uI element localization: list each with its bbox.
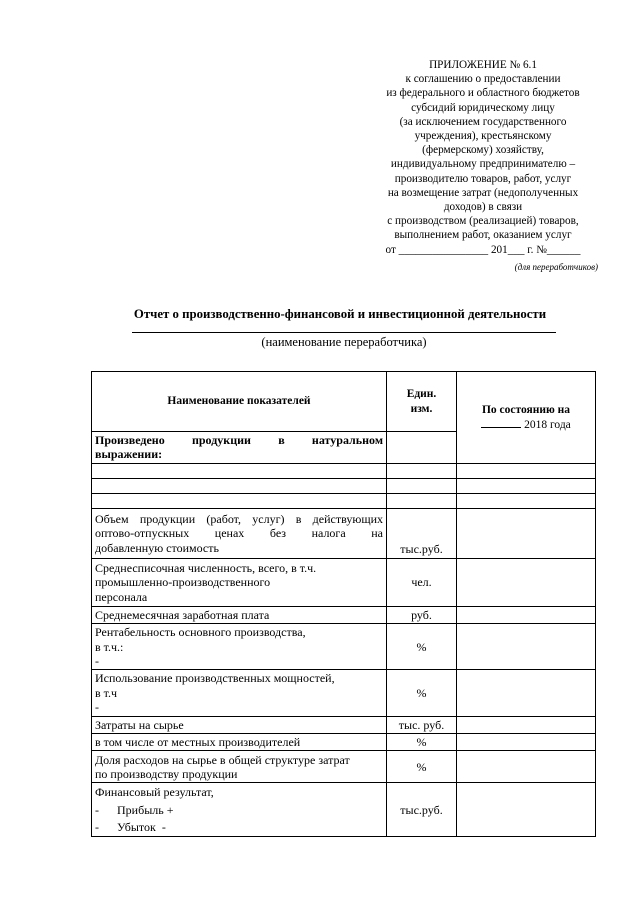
headcount-line1: Среднесписочная численность, всего, в т.ч. [95,560,317,575]
appendix-line: производителю товаров, работ, услуг [394,172,572,185]
financial-value [457,783,596,837]
financial-label [92,783,387,837]
salary-unit: руб. [387,606,457,623]
share-line1: Доля расходов на сырье в общей структуре затрат [95,752,350,767]
produced-line2: выражении: [95,447,163,462]
capacity-unit: % [387,670,457,716]
appendix-line: из федерального и областного бюджетов [386,87,580,100]
unit-header [387,372,457,432]
profitability-line2: в т.ч.: [95,639,124,654]
year-blank [481,417,521,428]
financial-line2: - Прибыль + [95,802,174,817]
for-processors-note: (для переработчиков) [514,262,598,272]
capacity-line1: Использование производственных мощностей, [95,671,335,686]
raw-costs-unit: тыс. руб. [387,716,457,733]
report-table [91,371,596,837]
profitability-unit: % [387,624,457,670]
appendix-line: учреждения), крестьянскому [414,130,552,143]
capacity-line2: в т.ч [95,685,118,700]
table-row [92,463,596,478]
unit-header-line2: изм. [410,402,433,415]
table-row-headcount [92,558,596,606]
capacity-value [457,670,596,716]
headcount-line2: промышленно-производственного [95,575,271,590]
state-header-line1: По состоянию на [481,403,571,416]
appendix-line: к соглашению о предоставлении [405,73,561,86]
local-value [457,734,596,751]
indicator-header: Наименование показателей [92,372,387,432]
profitability-label [92,624,387,670]
produced-label [92,432,387,464]
salary-label: Среднемесячная заработная плата [92,606,387,623]
table-row-profitability [92,624,596,670]
raw-costs-value [457,716,596,733]
report-title: Отчет о производственно-финансовой и инвестиционной деятельности [133,307,547,321]
produced-line1: Произведено продукции в натуральном [95,433,383,447]
share-line2: по производству продукции [95,766,238,781]
headcount-unit: чел. [387,558,457,606]
capacity-line3: - [95,700,99,715]
appendix-line: на возмещение затрат (недополученных [387,186,579,199]
processor-name-caption: (наименование переработчика) [261,335,427,349]
appendix-header [352,58,614,257]
headcount-line3: персонала [95,589,148,604]
volume-unit: тыс.руб. [387,508,457,558]
profitability-value [457,624,596,670]
table-row-financial [92,783,596,837]
volume-value [457,508,596,558]
table-row-share [92,751,596,783]
table-row-capacity [92,670,596,716]
appendix-line: выполнением работ, оказанием услуг [394,229,572,242]
financial-line1: Финансовый результат, [95,785,214,800]
table-header-row [92,372,596,432]
headcount-label [92,558,387,606]
volume-line1: Объем продукции (работ, услуг) в действующих [95,511,383,526]
produced-unit [387,432,457,464]
profitability-line1: Рентабельность основного производства, [95,625,306,640]
table-row-salary [92,606,596,623]
headcount-value [457,558,596,606]
capacity-label [92,670,387,716]
local-label: в том числе от местных производителей [92,734,387,751]
raw-costs-label: Затраты на сырье [92,716,387,733]
share-value [457,751,596,783]
table-row-raw-costs [92,716,596,733]
share-label [92,751,387,783]
volume-line2: оптово-отпускных ценах без налога на [95,526,383,541]
financial-unit: тыс.руб. [387,783,457,837]
appendix-line: доходов) в связи [443,201,523,214]
table-row-local [92,734,596,751]
appendix-line: индивидуальному предпринимателю – [390,158,576,171]
salary-value [457,606,596,623]
table-row-volume [92,508,596,558]
appendix-line: (фермерскому) хозяйству, [422,144,544,157]
table-row [92,478,596,493]
unit-header-line1: Един. [406,388,437,401]
state-year-text: 2018 года [524,418,571,431]
state-header [457,372,596,464]
appendix-line: от ________________ 201___ г. №______ [385,243,581,256]
profitability-line3: - [95,654,99,669]
financial-line3: - Убыток - [95,820,166,835]
appendix-line: субсидий юридическому лицу [411,101,555,114]
state-header-year [481,419,571,431]
table-row [92,493,596,508]
volume-label [92,508,387,558]
volume-line3: добавленную стоимость [95,540,219,555]
appendix-line: (за исключением государственного [399,115,567,128]
appendix-line: с производством (реализацией) товаров, [387,215,579,228]
local-unit: % [387,734,457,751]
share-unit: % [387,751,457,783]
processor-name-line [132,332,556,333]
appendix-line: ПРИЛОЖЕНИЕ № 6.1 [429,59,537,71]
